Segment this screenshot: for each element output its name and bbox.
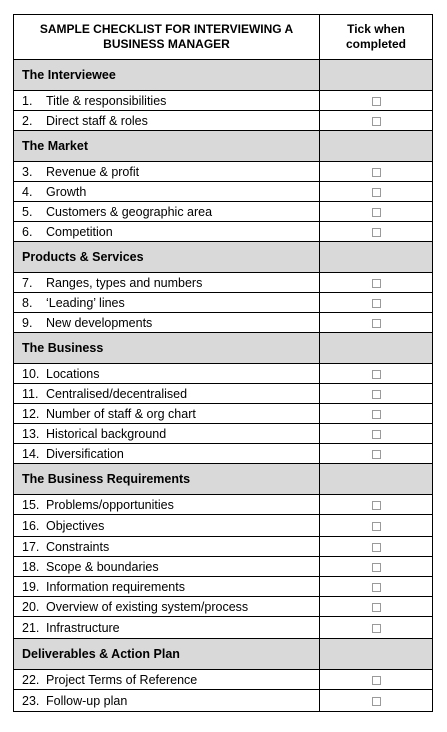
item-label: Follow-up plan	[46, 693, 128, 708]
checklist-item	[14, 597, 320, 617]
checklist-item	[14, 364, 320, 384]
item-label: Growth	[46, 184, 87, 199]
item-number: 2.	[22, 113, 33, 128]
checklist-item	[14, 313, 320, 333]
item-label: Direct staff & roles	[46, 113, 148, 128]
item-label: Problems/opportunities	[46, 497, 174, 512]
checklist-item-row	[14, 222, 433, 242]
tick-checkbox[interactable]	[372, 279, 381, 288]
section-tick-cell	[320, 131, 433, 162]
item-number: 17.	[22, 539, 40, 554]
tick-checkbox[interactable]	[372, 450, 381, 459]
item-label: Constraints	[46, 539, 110, 554]
tick-cell	[320, 444, 433, 464]
item-number: 7.	[22, 275, 33, 290]
tick-cell	[320, 670, 433, 690]
item-label: Objectives	[46, 518, 105, 533]
tick-checkbox[interactable]	[372, 697, 381, 706]
checklist-item-row	[14, 424, 433, 444]
checklist-item	[14, 293, 320, 313]
checklist-item	[14, 273, 320, 293]
checklist-item-row	[14, 617, 433, 639]
tick-checkbox[interactable]	[372, 97, 381, 106]
section-tick-cell	[320, 242, 433, 273]
checklist-item	[14, 690, 320, 712]
tick-checkbox[interactable]	[372, 583, 381, 592]
tick-cell	[320, 557, 433, 577]
tick-checkbox[interactable]	[372, 676, 381, 685]
tick-cell	[320, 384, 433, 404]
item-number: 4.	[22, 184, 33, 199]
checklist-item	[14, 515, 320, 537]
section-tick-cell	[320, 639, 433, 670]
item-label: Historical background	[46, 426, 167, 441]
tick-checkbox[interactable]	[372, 370, 381, 379]
tick-checkbox[interactable]	[372, 228, 381, 237]
tick-cell	[320, 577, 433, 597]
checklist-item-row	[14, 111, 433, 131]
tick-cell	[320, 537, 433, 557]
section-title: The Business Requirements	[14, 464, 320, 495]
item-number: 1.	[22, 93, 33, 108]
checklist-item-row	[14, 91, 433, 111]
tick-checkbox[interactable]	[372, 501, 381, 510]
item-number: 16.	[22, 518, 40, 533]
tick-cell	[320, 515, 433, 537]
item-number: 19.	[22, 579, 40, 594]
checklist-item-row	[14, 577, 433, 597]
checklist-item	[14, 182, 320, 202]
checklist-item-row	[14, 690, 433, 712]
tick-checkbox[interactable]	[372, 390, 381, 399]
tick-checkbox[interactable]	[372, 208, 381, 217]
section-header-row	[14, 333, 433, 364]
checklist-item	[14, 537, 320, 557]
checklist-item	[14, 202, 320, 222]
tick-checkbox[interactable]	[372, 299, 381, 308]
checklist-item-row	[14, 384, 433, 404]
checklist-item-row	[14, 404, 433, 424]
section-tick-cell	[320, 60, 433, 91]
item-label: Information requirements	[46, 579, 185, 594]
item-number: 14.	[22, 446, 40, 461]
tick-cell	[320, 111, 433, 131]
item-number: 13.	[22, 426, 40, 441]
checklist-item	[14, 557, 320, 577]
tick-cell	[320, 690, 433, 712]
item-label: Centralised/decentralised	[46, 386, 188, 401]
tick-checkbox[interactable]	[372, 430, 381, 439]
tick-cell	[320, 424, 433, 444]
tick-checkbox[interactable]	[372, 603, 381, 612]
checklist-item-row	[14, 364, 433, 384]
item-number: 5.	[22, 204, 33, 219]
checklist-body	[14, 60, 433, 712]
checklist-item	[14, 162, 320, 182]
checklist-item-row	[14, 537, 433, 557]
tick-checkbox[interactable]	[372, 522, 381, 531]
checklist-item-row	[14, 557, 433, 577]
tick-checkbox[interactable]	[372, 319, 381, 328]
checklist-item-row	[14, 273, 433, 293]
tick-cell	[320, 617, 433, 639]
checklist-item-row	[14, 313, 433, 333]
item-number: 9.	[22, 315, 33, 330]
item-number: 15.	[22, 497, 40, 512]
checklist-item	[14, 617, 320, 639]
item-label: Competition	[46, 224, 113, 239]
section-title: The Interviewee	[14, 60, 320, 91]
tick-checkbox[interactable]	[372, 188, 381, 197]
checklist-item	[14, 424, 320, 444]
tick-cell	[320, 91, 433, 111]
checklist-item-row	[14, 670, 433, 690]
item-label: Revenue & profit	[46, 164, 140, 179]
item-label: Diversification	[46, 446, 124, 461]
tick-cell	[320, 313, 433, 333]
table-header-row	[14, 15, 433, 60]
checklist-item-row	[14, 597, 433, 617]
checklist-item	[14, 444, 320, 464]
item-label: Infrastructure	[46, 620, 120, 635]
checklist-item	[14, 577, 320, 597]
item-number: 8.	[22, 295, 33, 310]
section-tick-cell	[320, 333, 433, 364]
item-number: 3.	[22, 164, 33, 179]
item-label: Number of staff & org chart	[46, 406, 196, 421]
item-number: 23.	[22, 693, 40, 708]
tick-cell	[320, 404, 433, 424]
section-header-row	[14, 60, 433, 91]
tick-cell	[320, 495, 433, 515]
section-tick-cell	[320, 464, 433, 495]
checklist-item-row	[14, 515, 433, 537]
checklist-item-row	[14, 182, 433, 202]
checklist-item	[14, 670, 320, 690]
section-title: Products & Services	[14, 242, 320, 273]
tick-checkbox[interactable]	[372, 410, 381, 419]
item-number: 11.	[22, 386, 39, 401]
item-number: 21.	[22, 620, 40, 635]
item-label: Locations	[46, 366, 100, 381]
tick-cell	[320, 162, 433, 182]
item-label: ‘Leading’ lines	[46, 295, 125, 310]
item-number: 22.	[22, 672, 40, 687]
section-header-row	[14, 464, 433, 495]
checklist-item	[14, 222, 320, 242]
item-label: Title & responsibilities	[46, 93, 167, 108]
checklist-title: SAMPLE CHECKLIST FOR INTERVIEWING A BUSINESS MANAGER	[14, 15, 320, 60]
checklist-item	[14, 111, 320, 131]
section-header-row	[14, 131, 433, 162]
section-header-row	[14, 242, 433, 273]
tick-checkbox[interactable]	[372, 563, 381, 572]
tick-checkbox[interactable]	[372, 543, 381, 552]
checklist-item	[14, 495, 320, 515]
item-label: Customers & geographic area	[46, 204, 213, 219]
tick-checkbox[interactable]	[372, 624, 381, 633]
tick-checkbox[interactable]	[372, 117, 381, 126]
item-label: Project Terms of Reference	[46, 672, 198, 687]
tick-checkbox[interactable]	[372, 168, 381, 177]
section-title: The Business	[14, 333, 320, 364]
section-title: Deliverables & Action Plan	[14, 639, 320, 670]
tick-cell	[320, 273, 433, 293]
tick-column-header: Tick when completed	[320, 15, 433, 60]
item-number: 12.	[22, 406, 40, 421]
checklist-item-row	[14, 293, 433, 313]
section-title: The Market	[14, 131, 320, 162]
checklist-item	[14, 404, 320, 424]
tick-cell	[320, 182, 433, 202]
item-number: 10.	[22, 366, 40, 381]
tick-cell	[320, 293, 433, 313]
checklist-item	[14, 91, 320, 111]
checklist-item-row	[14, 444, 433, 464]
item-label: Overview of existing system/process	[46, 599, 249, 614]
item-label: Scope & boundaries	[46, 559, 159, 574]
tick-cell	[320, 222, 433, 242]
checklist-item	[14, 384, 320, 404]
checklist-item-row	[14, 162, 433, 182]
item-label: Ranges, types and numbers	[46, 275, 203, 290]
checklist-item-row	[14, 202, 433, 222]
item-number: 20.	[22, 599, 40, 614]
tick-cell	[320, 364, 433, 384]
section-header-row	[14, 639, 433, 670]
item-label: New developments	[46, 315, 153, 330]
tick-cell	[320, 202, 433, 222]
tick-cell	[320, 597, 433, 617]
interview-checklist-table	[13, 14, 433, 712]
checklist-item-row	[14, 495, 433, 515]
item-number: 6.	[22, 224, 33, 239]
item-number: 18.	[22, 559, 40, 574]
